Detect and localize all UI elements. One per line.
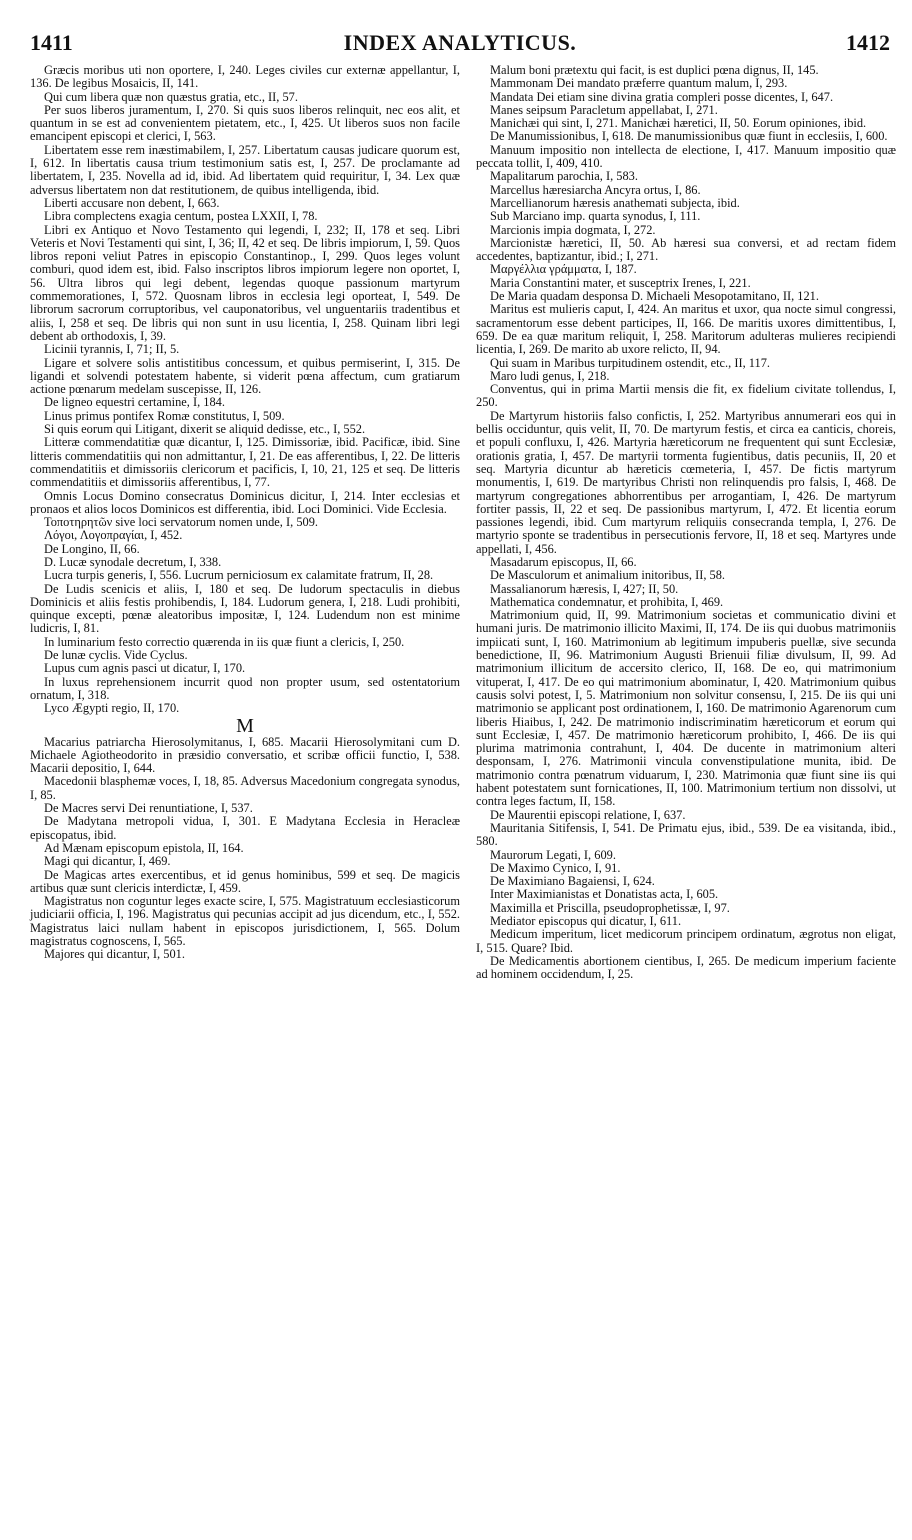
index-entry: Conventus, qui in prima Martii mensis die fit, ex fidelium civitate tollendus, I, 250. (476, 382, 896, 410)
index-entry: De Madytana metropoli vidua, I, 301. E Madytana Ecclesia in Heracleæ episcopatus, ibid. (30, 814, 460, 842)
index-entry: Τοποτηρητῶν sive loci servatorum nomen unde, I, 509. (44, 515, 318, 530)
index-entry: Mammonam Dei mandato præferre quantum malum, I, 293. (490, 76, 788, 91)
index-entry: Si quis eorum qui Litigant, dixerit se aliquid dedisse, etc., I, 552. (44, 422, 366, 437)
index-entry: Manichæi qui sint, I, 271. Manichæi hæretici, II, 50. Eorum opiniones, ibid. (490, 116, 867, 131)
index-entry: Libertatem esse rem inæstimabilem, I, 257. Libertatum causas judicare quorum est, I, 612. In libertatis causa trium testimonium satis est, I, 257. De proclamante ad libertatem, I, 235. Novella ad id, ibid. Ad libertatem quid requiritur, I, 34. Lex quæ adversus libertatem non dat restitutionem, de quibus intelligenda, ibid. (30, 142, 460, 197)
index-entry: Lucra turpis generis, I, 556. Lucrum perniciosum ex calamitate fratrum, II, 28. (44, 568, 434, 583)
index-entry: Mathematica condemnatur, et prohibita, I, 469. (490, 594, 724, 609)
index-entry: Maria Constantini mater, et susceptrix Irenes, I, 221. (490, 275, 751, 290)
index-entry: De Manumissionibus, I, 618. De manumissionibus quæ fiunt in ecclesiis, I, 600. (490, 129, 888, 144)
index-entry: De Longino, II, 66. (44, 541, 140, 556)
index-entry: Marcellianorum hæresis anathemati subjecta, ibid. (490, 195, 740, 210)
index-entry: In luminarium festo correctio quærenda in iis quæ fiunt a clericis, I, 250. (44, 634, 405, 649)
index-entry: Maximilla et Priscilla, pseudoprophetissæ, I, 97. (490, 900, 730, 915)
index-entry: Magi qui dicantur, I, 469. (44, 854, 171, 869)
index-entry: Marcellus hæresiarcha Ancyra ortus, I, 86. (490, 182, 701, 197)
index-entry: Ligare et solvere solis antistitibus concessum, et quibus permiserint, I, 315. De ligandi et solvendi potestatem habente, si viderit pœna affectum, cum gratiarum actione pœnarum medelam suscepisse, II, 126. (30, 355, 460, 397)
index-entry: Lyco Ægypti regio, II, 170. (44, 701, 180, 716)
index-entry: Malum boni prætextu qui facit, is est duplici pœna dignus, II, 145. (490, 63, 819, 77)
index-entry: De Maria quadam desponsa D. Michaeli Mesopotamitano, II, 121. (490, 289, 819, 304)
index-entry: Omnis Locus Domino consecratus Dominicus dicitur, I, 214. Inter ecclesias et pronaos et alios locos Dominicos est differentia, ibid. Loci Dominici. Vide Ecclesia. (30, 488, 460, 516)
index-entry: De Masculorum et animalium initoribus, II, 58. (490, 568, 726, 583)
index-entry: Litteræ commendatitiæ quæ dicantur, I, 125. Dimissoriæ, ibid. Pacificæ, ibid. Sine litteris commendatitiis qui non admittantur, I, 21. De eas afferentibus, I, 22. De litteris commendatitiis et dimissoriis clericorum et pacificis, I, 10, 21, 125 et seq. De litteris commendatitiis et dimissoriis afferentibus, I, 77. (30, 435, 460, 490)
index-entry: Μαργέλλια γράμματα, I, 187. (490, 262, 637, 277)
index-entry: Græcis moribus uti non oportere, I, 240. Leges civiles cur externæ appellantur, I, 136. De legibus Mosaicis, II, 141. (30, 63, 460, 91)
index-entry: Mauritania Sitifensis, I, 541. De Primatu ejus, ibid., 539. De ea visitanda, ibid., 580. (476, 820, 896, 849)
index-entry: De ligneo equestri certamine, I, 184. (44, 395, 225, 410)
page-number-right: 1412 (846, 30, 890, 55)
index-entry: De Magicas artes exercentibus, et id genus hominibus, 599 et seq. De magicis artibus quæ sunt clericis interdictæ, I, 459. (30, 867, 460, 895)
index-entry: Maurorum Legati, I, 609. (490, 847, 616, 862)
index-entry: Mediator episcopus qui dicatur, I, 611. (490, 914, 682, 928)
index-entry: Macedonii blasphemæ voces, I, 18, 85. Adversus Macedonium congregata synodus, I, 85. (30, 774, 460, 802)
index-entry: Per suos liberos juramentum, I, 270. Si quis suos liberos relinquit, nec eos alit, et quantum in se est ad convenientem pietatem, etc., I, 425. Ut liberos suos non facile emancipent episcopi et clerici, I, 563. (30, 102, 460, 144)
index-entry: Libra complectens exagia centum, postea LXXII, I, 78. (44, 209, 318, 224)
running-title: INDEX ANALYTICUS. (343, 30, 577, 55)
index-entry: Manuum impositio non intellecta de electione, I, 417. Manuum impositio quæ peccata tollit, I, 409, 410. (476, 142, 896, 171)
index-entry: Marcionis impia dogmata, I, 272. (490, 222, 656, 237)
index-entry: Majores qui dicantur, I, 501. (44, 947, 185, 962)
index-entry: De Macres servi Dei renuntiatione, I, 537. (44, 801, 253, 816)
index-entry: Massalianorum hæresis, I, 427; II, 50. (490, 581, 679, 596)
left-column (30, 64, 460, 962)
index-entry: De Medicamentis abortionem cientibus, I, 265. De medicum imperium faciente ad hominem occidendum, I, 25. (476, 953, 896, 982)
index-entry: Matrimonium quid, II, 99. Matrimonium societas et communicatio divini et humani juris. De matrimonio illicito Maximi, II, 174. De iis qui duobus matrimoniis impiicati sunt, I, 160. Matrimonium ab legitimum impuberis puellæ, sive secunda benedictione, II, 96. Matrimonium Augusti Brienuii filiæ divulsum, II, 99. Ad matrimonium illicitum de accersito clerico, II, 168. De eo, qui matrimonium vituperat, I, 417. De eo qui matrimonium abominatur, I, 420. Matrimonium quibus causis solvi potest, I, 5. Matrimonium non solvitur consensu, I, 215. De iis qui uni matrimonio se applicant post ordinationem, I, 160. De matrimonio Agarenorum cum liberis Hiaibus, I, 242. De matrimonio indiscriminatim hæreticorum et eorum qui sunt Ecclesiæ, I, 457. De matrimonio hæreticorum prohibito, I, 466. De iis qui plurima matrimonia contrahunt, I, 404. De ducente in matrimonium alteri desponsam, I, 276. Matrimonii vincula convenstipulatione munita, ibid. De matrimonio contra pœnatrum viduarum, I, 230. Matrimonia quæ fiunt sine iis qui habent potestatem sunt fornicationes, II, 100. Matrimonium tertium non dissolvi, ut contra leges factum, II, 158. (476, 608, 896, 809)
index-entry: De lunæ cyclis. Vide Cyclus. (44, 648, 188, 663)
index-entry: Libri ex Antiquo et Novo Testamento qui legendi, I, 232; II, 178 et seq. Libri Veteris et Novi Testamenti qui sint, I, 36; II, 42 et seq. De libris impiorum, I, 59. Quos libros reponi veliut Patres in episcopio Constantinop., I, 299. Quos leges volunt comburi, quod idem est, ibid. Falso inscriptos libros impiorum legere non oportet, I, 56. Ultra libros qui legi debent, legendas quoque passionum martyrum commemorationes, I, 572. Quosnam libros in ecclesia legi oporteat, I, 549. De librorum sacrorum corruptoribus, vel cauponatoribus, vel unguentariis tradentibus et aliis, I, 258 et seq. De libris qui non sunt in usu licentia, I, 258. Quinam libri legi debent ab orthodoxis, I, 39. (30, 222, 460, 343)
index-entry: Masadarum episcopus, II, 66. (490, 554, 637, 569)
index-entry: De Maurentii episcopi relatione, I, 637. (490, 807, 686, 822)
index-entry: Maro ludi genus, I, 218. (490, 368, 610, 383)
index-entry: Liberti accusare non debent, I, 663. (44, 195, 220, 210)
index-entry: Linus primus pontifex Romæ constitutus, I, 509. (44, 408, 285, 423)
right-column (476, 64, 896, 981)
index-entry: Magistratus non coguntur leges exacte scire, I, 575. Magistratuum ecclesiasticorum judiciarii officia, I, 196. Magistratus qui pecunias accipit ad jus dicendum, etc., I, 552. Magistratus laici nullam habent in episcopos jurisdictionem, I, 565. Dolum magistratus cognoscens, I, 565. (30, 894, 460, 948)
index-entry: Manes seipsum Paracletum appellabat, I, 271. (490, 102, 718, 117)
index-entry: Qui cum libera quæ non quæstus gratia, etc., II, 57. (44, 89, 298, 104)
section-letter: M (236, 714, 254, 737)
index-entry: Qui suam in Maribus turpitudinem ostendit, etc., II, 117. (490, 355, 771, 370)
index-entry: De Maximiano Bagaiensi, I, 624. (490, 874, 655, 889)
index-entry: De Maximo Cynico, I, 91. (490, 860, 621, 875)
page-number-left: 1411 (30, 30, 73, 55)
index-entry: Medicum imperitum, licet medicorum principem ordinatum, ægrotus non eligat, I, 515. Quare? Ibid. (476, 927, 896, 955)
index-entry: Macarius patriarcha Hierosolymitanus, I, 685. Macarii Hierosolymitani cum D. Michaele Agiotheodorito in præsidio conversatio, et scribæ officii functio, I, 538. Macarii depositio, I, 644. (30, 734, 460, 776)
index-entry: Licinii tyrannis, I, 71; II, 5. (44, 342, 180, 357)
index-entry: Sub Marciano imp. quarta synodus, I, 111. (490, 209, 701, 224)
index-entry: Lupus cum agnis pasci ut dicatur, I, 170. (44, 661, 246, 676)
index-entry: Marcionistæ hæretici, II, 50. Ab hæresi sua conversi, et ad rectam fidem accedentes, baptizantur, ibid.; I, 271. (476, 235, 896, 264)
index-entry: De Ludis scenicis et aliis, I, 180 et seq. De ludorum spectaculis in diebus Dominicis et aliis festis prohibendis, I, 184. Ludorum genera, I, 218. Ludi prohibiti, quinque excepti, pœnæ aleatoribus impositæ, I, 124. Ludendum non est minime ludicris, I, 81. (30, 581, 460, 636)
index-entry: Maritus est mulieris caput, I, 424. An maritus et uxor, qua nocte simul congressi, sacramentorum esse debent participes, II, 166. De maritis uxores dimittentibus, I, 659. De ea quæ maritum reliquit, I, 258. Maritorum adulteras mulieres recipiendi licentia, I, 269. De marito ab uxore relicto, II, 94. (476, 302, 896, 357)
index-entry: Λόγοι, Λογοπραγίαι, I, 452. (44, 528, 183, 543)
index-entry: Ad Mænam episcopum epistola, II, 164. (44, 840, 244, 855)
index-entry: In luxus reprehensionem incurrit quod non propter usum, sed ostentatorium ornatum, I, 318. (30, 674, 460, 702)
index-entry: Mandata Dei etiam sine divina gratia compleri posse dicentes, I, 647. (490, 89, 834, 104)
index-entry: D. Lucæ synodale decretum, I, 338. (44, 554, 222, 569)
index-entry: De Martyrum historiis falso confictis, I, 252. Martyribus annumerari eos qui in bellis occiduntur, quis velit, II, 70. De martyrum festis, et circa ea canticis, choreis, et populi confluxu, I, 426. Martyria hæreticorum ne frequentent qui sunt Ecclesiæ, orationis gratia, I, 457. De martyrii tormenta fugientibus, datis pecuniis, II, 20 et seq. Martyria dicuntur ab hæreticis cœmeteria, I, 457. De fictis martyrum monumentis, I, 619. De martyribus Christi non relinquendis pro falsis, I, 468. De martyrum congregationes abhorrentibus per arrogantiam, I, 426. De martyrum fortiter passis, II, 22 et seq. De passionibus martyrum, I, 472. Et licentia eorum passiones legendi, ibid. Cum martyrum reliquiis consecranda templa, I, 276. De martyrio sponte se tradentibus in persecutionis fervore, II, 18 et seq. Martyres unde appellati, I, 456. (476, 408, 896, 556)
index-entry: Inter Maximianistas et Donatistas acta, I, 605. (490, 887, 719, 902)
index-entry: Mapalitarum parochia, I, 583. (490, 169, 638, 184)
running-header (30, 30, 890, 58)
